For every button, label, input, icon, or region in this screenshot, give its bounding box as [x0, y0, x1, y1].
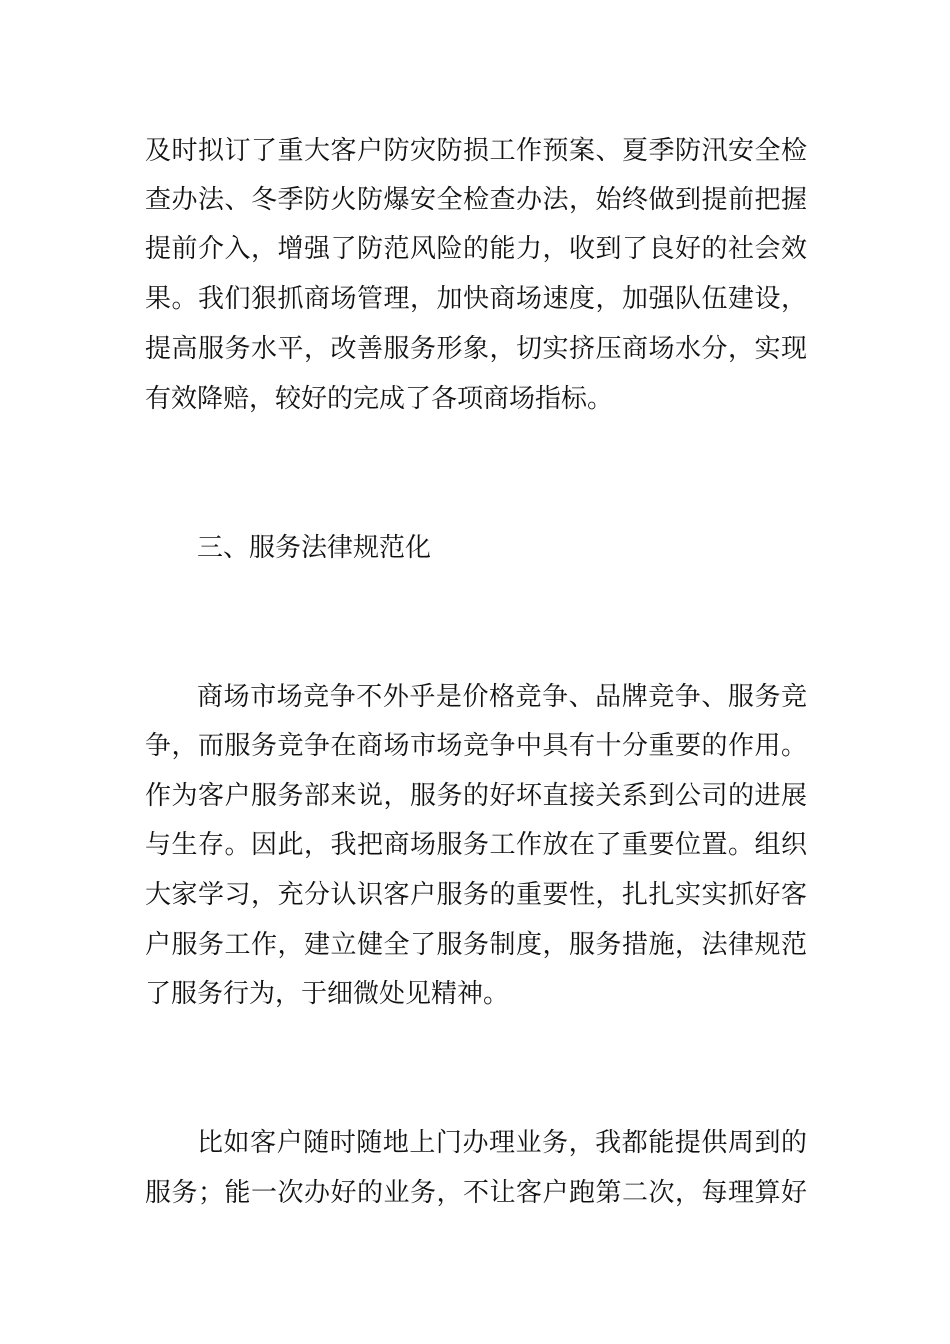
text-line: 作为客户服务部来说，服务的好坏直接关系到公司的进展 [145, 781, 807, 811]
section-heading: 三、服务法律规范化 [197, 533, 432, 563]
text-line: 比如客户随时随地上门办理业务，我都能提供周到的 [197, 1128, 807, 1158]
text-line: 果。我们狠抓商场管理，加快商场速度，加强队伍建设， [145, 284, 807, 314]
text-line: 提前介入，增强了防范风险的能力，收到了良好的社会效 [145, 234, 807, 264]
text-line: 查办法、冬季防火防爆安全检查办法，始终做到提前把握 [145, 185, 807, 215]
text-line: 及时拟订了重大客户防灾防损工作预案、夏季防汛安全检 [145, 136, 807, 166]
text-line: 提高服务水平，改善服务形象，切实挤压商场水分，实现 [145, 334, 807, 364]
text-line: 争，而服务竞争在商场市场竞争中具有十分重要的作用。 [145, 731, 807, 761]
text-line: 商场市场竞争不外乎是价格竞争、品牌竞争、服务竞 [197, 682, 807, 712]
text-line: 大家学习，充分认识客户服务的重要性，扎扎实实抓好客 [145, 880, 807, 910]
text-line: 了服务行为，于细微处见精神。 [145, 979, 510, 1009]
text-line: 服务；能一次办好的业务，不让客户跑第二次，每理算好 [145, 1178, 807, 1208]
text-line: 有效降赔，较好的完成了各项商场指标。 [145, 384, 614, 414]
text-line: 与生存。因此，我把商场服务工作放在了重要位置。组织 [145, 830, 807, 860]
text-line: 户服务工作，建立健全了服务制度，服务措施，法律规范 [145, 930, 807, 960]
